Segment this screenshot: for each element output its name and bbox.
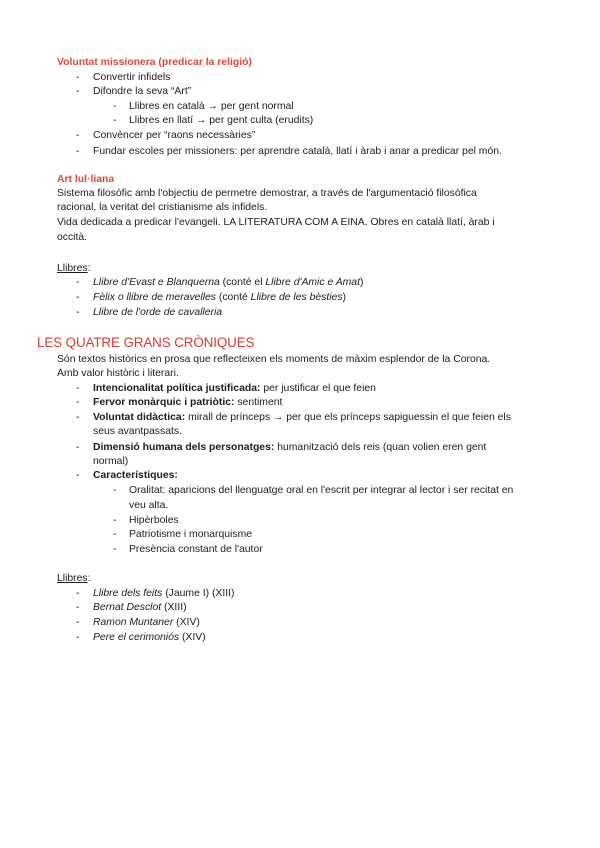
bullet-dash: - — [76, 470, 80, 481]
books-label: Llibres: — [57, 263, 91, 274]
list-item: Fundar escoles per missioners: per aprendre català, llatí i àrab i anar a predicar pel món. — [93, 146, 502, 157]
bullet-dash: - — [76, 292, 80, 303]
sub-list-item: Presència constant de l'autor — [129, 544, 263, 555]
bullet-dash: - — [76, 412, 80, 423]
sub-list-item: Llibres en llatí → per gent culta (erudits) — [129, 115, 314, 126]
list-item: Convertir infidels — [93, 72, 171, 83]
book-item — [93, 276, 363, 290]
book-item — [93, 631, 206, 645]
bullet-dash: - — [76, 442, 80, 453]
sub-list-item-continuation: veu alta. — [129, 500, 169, 511]
bullet-dash: - — [76, 307, 80, 318]
bullet-dash: - — [76, 632, 80, 643]
book-item — [93, 306, 222, 320]
item-text: per justificar el que feien — [260, 383, 376, 394]
sub-list-item: Hipèrboles — [129, 515, 179, 526]
bullet-dash: - — [76, 86, 80, 97]
item-text: sentiment — [234, 397, 283, 408]
paragraph-line: Amb valor històric i literari. — [57, 368, 179, 379]
item-label: Intencionalitat política justificada: — [93, 383, 261, 394]
books-label-text: Llibres — [57, 263, 88, 274]
section-heading-croniques: LES QUATRE GRANS CRÒNIQUES — [37, 335, 255, 350]
bullet-dash: - — [113, 101, 117, 112]
bullet-dash: - — [113, 544, 117, 555]
book-item — [93, 601, 187, 615]
list-item-continuation: normal) — [93, 456, 129, 467]
bullet-dash: - — [113, 529, 117, 540]
book-title: Ramon Muntaner — [93, 617, 174, 628]
book-note: ) — [359, 277, 364, 288]
paragraph-line: Són textos històrics en prosa que reflecteixen els moments de màxim esplendor de la Corona. — [57, 354, 491, 365]
books-label: Llibres: — [57, 573, 91, 584]
paragraph-line: occità. — [57, 232, 88, 243]
bullet-dash: - — [76, 602, 80, 613]
bullet-dash: - — [76, 277, 80, 288]
books-label-text: Llibres — [57, 573, 88, 584]
list-item: Difondre la seva “Art” — [93, 86, 192, 97]
book-title: Llibre dels feits — [93, 588, 163, 599]
book-title: Llibre d'Amic e Amat — [265, 277, 360, 288]
list-item — [93, 396, 282, 410]
book-note: ) — [342, 292, 346, 303]
bullet-dash: - — [113, 515, 117, 526]
list-item — [93, 411, 511, 425]
section-heading-voluntat: Voluntat missionera (predicar la religió) — [57, 57, 252, 68]
item-label: Dimensió humana dels personatges: — [93, 442, 275, 453]
book-note: (conté el — [219, 277, 266, 288]
bullet-dash: - — [113, 485, 117, 496]
bullet-dash: - — [76, 397, 80, 408]
book-item — [93, 616, 200, 630]
item-label: Fervor monàrquic i patriòtic: — [93, 397, 235, 408]
sub-list-item: Llibres en català → per gent normal — [129, 101, 294, 112]
list-item: Convèncer per “raons necessàries” — [93, 130, 256, 141]
book-note: (XIII) — [161, 602, 187, 613]
list-item — [93, 441, 486, 455]
book-item — [93, 291, 346, 305]
sub-list-item: Patriotisme i monarquisme — [129, 529, 252, 540]
item-label: Voluntat didàctica: — [93, 412, 186, 423]
book-note: (XIV) — [179, 632, 206, 643]
book-title: Llibre d'Evast e Blanquerna — [93, 277, 220, 288]
book-note: (conté — [216, 292, 251, 303]
item-text: mirall de prínceps → per que els prínceps sapiguessin el que feien els — [185, 412, 511, 423]
paragraph-line: Vida dedicada a predicar l'evangeli. LA LITERATURA COM A EINA. Obres en català llatí, àrab i — [57, 217, 495, 228]
list-item — [93, 382, 376, 396]
paragraph-line: racional, la veritat del cristianisme als infidels. — [57, 202, 268, 213]
bullet-dash: - — [76, 588, 80, 599]
book-note: (XIV) — [173, 617, 200, 628]
book-title: Llibre de l'orde de cavalleria — [93, 307, 223, 318]
book-note: (Jaume I) (XIII) — [162, 588, 235, 599]
book-title: Fèlix o llibre de meravelles — [93, 292, 217, 303]
bullet-dash: - — [76, 146, 80, 157]
bullet-dash: - — [76, 383, 80, 394]
bullet-dash: - — [76, 617, 80, 628]
bullet-dash: - — [76, 72, 80, 83]
section-heading-art: Art lul·liana — [57, 174, 115, 185]
book-title: Llibre de les bèsties — [250, 292, 343, 303]
item-text: humanització dels reis (quan volien eren gent — [274, 442, 487, 453]
sub-list-item: Oralitat: aparicions del llenguatge oral en l'escrit per integrar al lector i ser recitat en — [129, 485, 514, 496]
list-item-continuation: seus avantpassats. — [93, 426, 182, 437]
paragraph-line: Sistema filosòfic amb l'objectiu de permetre demostrar, a través de l'argumentació filosòfica — [57, 188, 477, 199]
book-title: Bernat Desclot — [93, 602, 162, 613]
bullet-dash: - — [113, 115, 117, 126]
bullet-dash: - — [76, 130, 80, 141]
book-title: Pere el cerimoniós — [93, 632, 180, 643]
list-item — [93, 469, 178, 483]
book-item — [93, 587, 234, 601]
item-label: Característiques: — [93, 470, 178, 481]
